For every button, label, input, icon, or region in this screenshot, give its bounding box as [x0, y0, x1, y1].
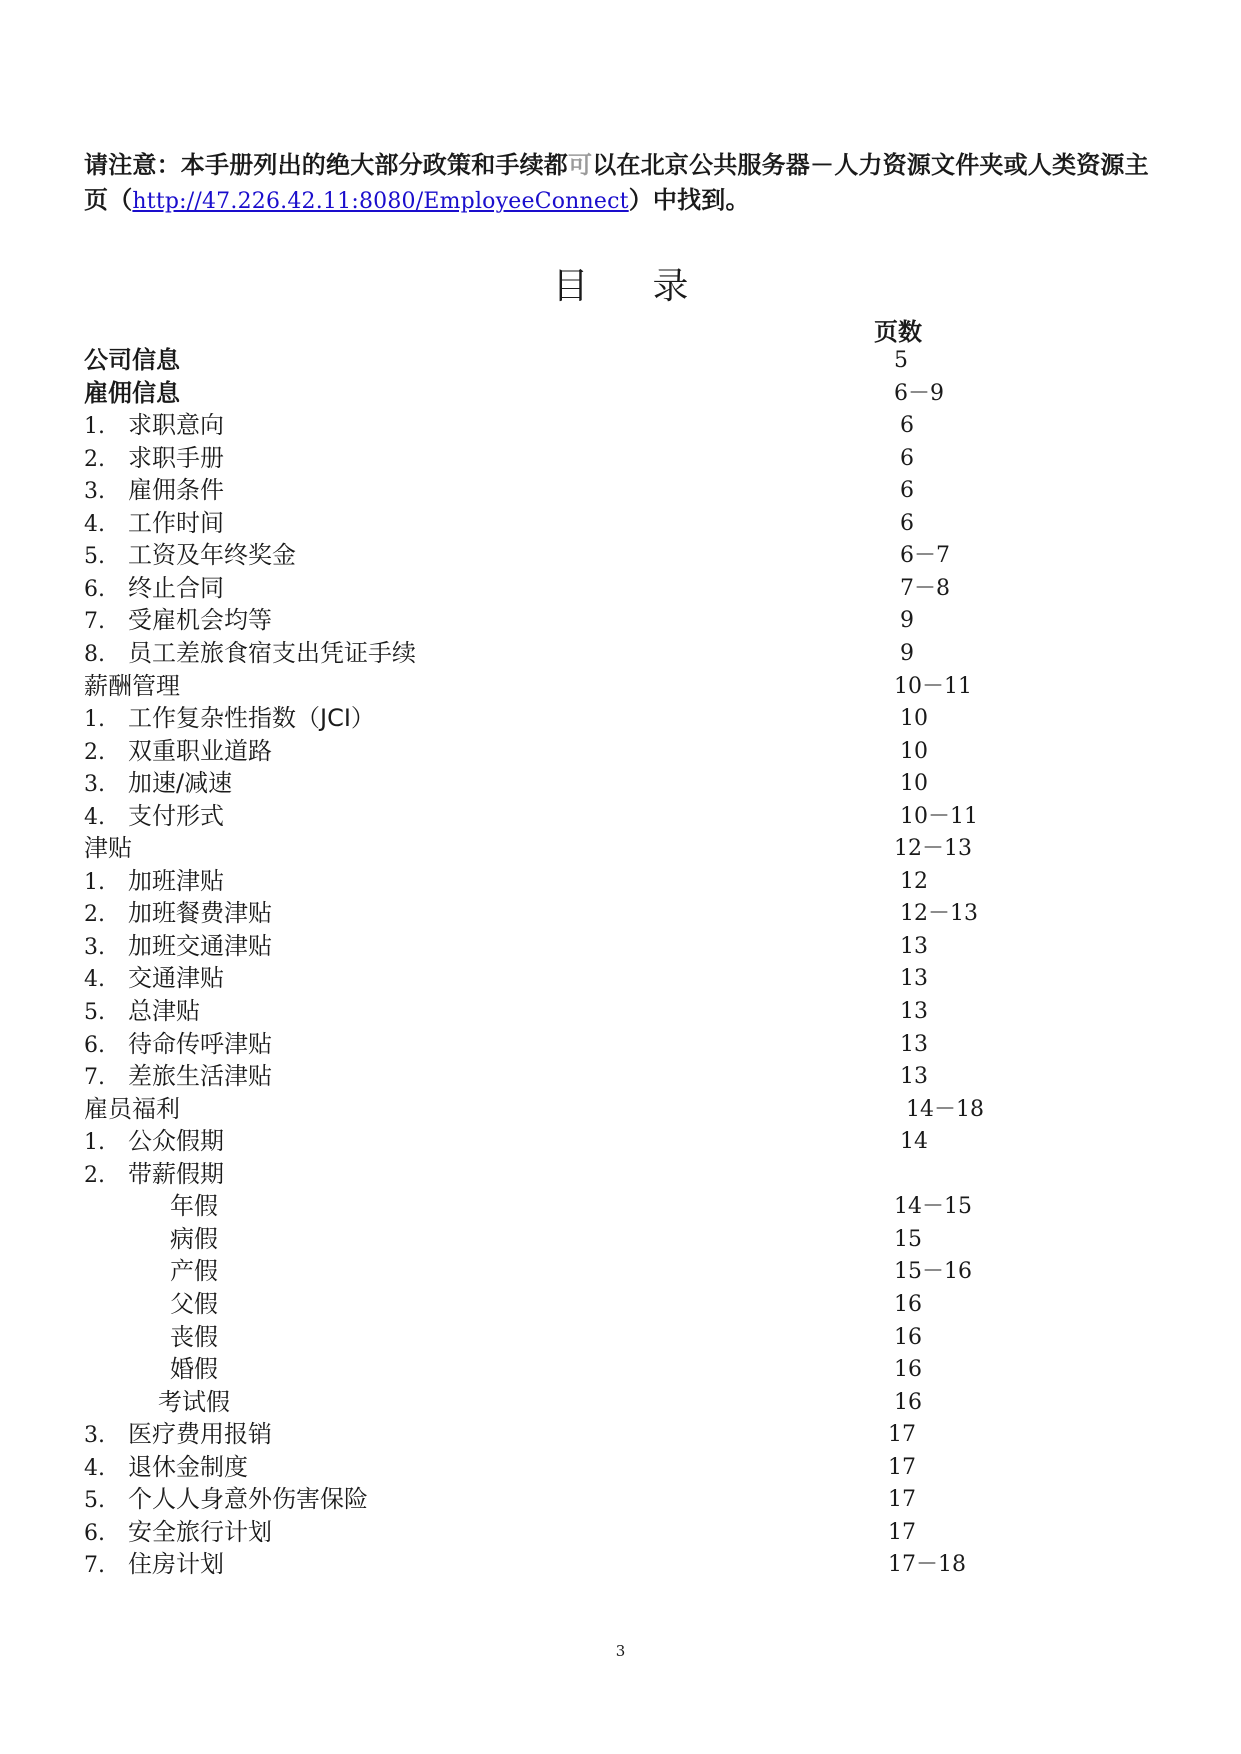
toc-row — [84, 1418, 1164, 1451]
toc-row — [84, 1255, 1164, 1288]
toc-row — [84, 1288, 1164, 1321]
toc-entry-label — [84, 442, 224, 476]
toc-entry-number: 1. — [84, 869, 105, 895]
toc-entry-number: 2. — [84, 1162, 105, 1188]
toc-entry-page: 14 — [900, 1129, 928, 1155]
toc-entry-number: 4. — [84, 511, 105, 537]
toc-entry-number: 5. — [84, 1000, 105, 1025]
toc-entry-text: 工资及年终奖金 — [128, 541, 296, 570]
toc-entry-page: 9 — [900, 608, 914, 634]
toc-entry-number: 7. — [84, 1065, 105, 1091]
toc-row — [84, 539, 1164, 572]
toc-entry-text: 父假 — [170, 1289, 218, 1318]
notice-text-3: ）中找到。 — [628, 186, 750, 214]
toc-entry-page: 17－18 — [888, 1552, 966, 1578]
toc-row — [84, 930, 1164, 963]
toc-entry-label — [84, 604, 272, 638]
toc-entry-label — [84, 735, 272, 769]
toc-entry-text: 求职手册 — [128, 443, 224, 472]
toc-row — [84, 1223, 1164, 1256]
toc-entry-label — [84, 344, 180, 377]
toc-entry-text: 支付形式 — [128, 801, 224, 830]
toc-entry-page: 13 — [900, 966, 928, 992]
toc-entry-number: 6. — [84, 1032, 105, 1058]
toc-entry-text: 工作时间 — [128, 508, 224, 537]
notice-text-2: 以在北京公共服务器－人力资源文件夹或人类资源主页（ — [84, 151, 1149, 214]
toc-entry-label — [84, 767, 232, 801]
toc-row — [84, 735, 1164, 768]
toc-row — [84, 344, 1164, 377]
toc-entry-label — [84, 1060, 272, 1094]
toc-row — [84, 962, 1164, 995]
toc-row — [84, 1386, 1164, 1419]
toc-entry-text: 雇佣条件 — [128, 476, 224, 505]
toc-entry-label — [170, 1321, 218, 1354]
toc-entry-label — [84, 995, 200, 1029]
toc-entry-label — [84, 702, 375, 736]
toc-entry-page: 17 — [888, 1422, 916, 1448]
toc-entry-text: 求职意向 — [128, 411, 224, 440]
toc-entry-number: 1. — [84, 414, 105, 440]
toc-entry-text: 雇佣信息 — [84, 378, 180, 407]
toc-entry-label — [158, 1386, 230, 1419]
toc-entry-page: 13 — [900, 999, 928, 1024]
toc-entry-number: 1. — [84, 1130, 105, 1156]
toc-entry-page: 14－18 — [906, 1096, 984, 1122]
toc-entry-text: 总津贴 — [128, 997, 200, 1025]
toc-entry-page: 10 — [900, 738, 928, 764]
toc-entry-number: 3. — [84, 772, 105, 798]
toc-entry-page: 16 — [894, 1389, 922, 1415]
toc-entry-label — [84, 1028, 272, 1062]
toc-entry-page: 6 — [900, 445, 914, 471]
toc-row — [84, 832, 1164, 865]
toc-row — [84, 702, 1164, 735]
toc-entry-page: 5 — [894, 348, 908, 373]
toc-row — [84, 897, 1164, 930]
toc-entry-page: 6 — [900, 478, 914, 504]
toc-entry-text: 工作复杂性指数（JCI） — [128, 704, 375, 733]
toc-entry-page: 12 — [900, 868, 928, 894]
toc-entry-text: 个人人身意外伤害保险 — [128, 1485, 368, 1514]
toc-entry-page: 10－11 — [900, 803, 978, 829]
toc-entry-text: 薪酬管理 — [84, 671, 180, 700]
toc-entry-number: 4. — [84, 1455, 105, 1481]
toc-entry-page: 6－9 — [894, 380, 944, 406]
toc-entry-number: 6. — [84, 1520, 105, 1546]
toc-entry-text: 公众假期 — [128, 1127, 224, 1156]
toc-entry-text: 加班餐费津贴 — [128, 899, 272, 928]
toc-entry-page: 16 — [894, 1324, 922, 1350]
toc-row — [84, 1060, 1164, 1093]
toc-row — [84, 1093, 1164, 1126]
toc-row — [84, 572, 1164, 605]
page-column-header: 页数 — [874, 318, 922, 346]
toc-entry-page: 6－7 — [900, 543, 950, 569]
toc-entry-label — [170, 1223, 218, 1256]
toc-entry-text: 产假 — [170, 1257, 218, 1286]
toc-entry-number: 6. — [84, 576, 105, 602]
toc-entry-number: 4. — [84, 967, 105, 993]
toc-entry-page: 16 — [894, 1291, 922, 1317]
toc-entry-label — [84, 670, 180, 703]
toc-entry-text: 婚假 — [170, 1355, 218, 1384]
toc-entry-text: 差旅生活津贴 — [128, 1062, 272, 1091]
toc-entry-text: 津贴 — [84, 834, 132, 863]
toc-row — [84, 637, 1164, 670]
toc-entry-page: 17 — [888, 1487, 916, 1513]
toc-entry-text: 安全旅行计划 — [128, 1517, 272, 1546]
toc-entry-number: 3. — [84, 934, 105, 960]
toc-entry-text: 加班交通津贴 — [128, 931, 272, 960]
toc-entry-text: 终止合同 — [128, 573, 224, 602]
notice-text-1: 请注意：本手册列出的绝大部分政策和手续都 — [84, 151, 568, 179]
toc-entry-number: 3. — [84, 1423, 105, 1449]
toc-entry-page: 13 — [900, 1031, 928, 1057]
toc-entry-page: 12－13 — [900, 901, 978, 927]
toc-entry-text: 病假 — [170, 1224, 218, 1253]
toc-entry-text: 雇员福利 — [84, 1094, 180, 1123]
toc-entry-label — [84, 572, 224, 606]
toc-entry-page: 13 — [900, 1064, 928, 1090]
toc-entry-label — [84, 1548, 224, 1582]
toc-entry-label — [84, 1158, 224, 1192]
toc-entry-label — [170, 1288, 218, 1321]
toc-row — [84, 474, 1164, 507]
toc-row — [84, 409, 1164, 442]
toc-entry-label — [84, 832, 132, 865]
toc-row — [84, 1158, 1164, 1191]
toc-entry-label — [84, 474, 224, 508]
toc-title: 目录 — [552, 266, 753, 307]
toc-entry-page: 15 — [894, 1226, 922, 1252]
notice-paragraph — [84, 148, 1164, 219]
toc-entry-label — [84, 1093, 180, 1126]
toc-row — [84, 1353, 1164, 1386]
toc-entry-page: 10 — [900, 706, 928, 732]
toc-entry-number: 5. — [84, 1488, 105, 1514]
employee-connect-link[interactable]: http://47.226.42.11:8080/EmployeeConnect — [132, 189, 629, 214]
toc-row — [84, 865, 1164, 898]
toc-entry-text: 考试假 — [158, 1387, 230, 1416]
toc-row — [84, 442, 1164, 475]
toc-entry-number: 2. — [84, 446, 105, 472]
toc-entry-label — [170, 1190, 218, 1223]
toc-entry-text: 受雇机会均等 — [128, 606, 272, 635]
toc-entry-text: 交通津贴 — [128, 964, 224, 993]
toc-entry-label — [84, 377, 180, 410]
toc-row — [84, 507, 1164, 540]
toc-entry-label — [84, 637, 416, 671]
toc-row — [84, 1451, 1164, 1484]
toc-entry-page: 10－11 — [894, 673, 972, 699]
toc-row — [84, 995, 1164, 1028]
toc-entry-number: 4. — [84, 804, 105, 830]
toc-row — [84, 800, 1164, 833]
toc-row — [84, 1548, 1164, 1581]
toc-entry-number: 3. — [84, 479, 105, 505]
toc-entry-number: 7. — [84, 1553, 105, 1579]
toc-entry-label — [84, 539, 296, 573]
toc-entry-text: 医疗费用报销 — [128, 1420, 272, 1449]
toc-entry-label — [84, 962, 224, 996]
toc-entry-label — [84, 1516, 272, 1550]
toc-entry-text: 员工差旅食宿支出凭证手续 — [128, 638, 416, 667]
toc-row — [84, 1483, 1164, 1516]
toc-entry-label — [84, 409, 224, 443]
toc-entry-label — [84, 897, 272, 931]
toc-entry-number: 8. — [84, 641, 105, 667]
toc-entry-label — [170, 1353, 218, 1386]
toc-entry-text: 待命传呼津贴 — [128, 1029, 272, 1058]
toc-entry-page: 17 — [888, 1519, 916, 1545]
toc-row — [84, 670, 1164, 703]
toc-row — [84, 377, 1164, 410]
notice-text-dim: 可 — [568, 151, 593, 179]
toc-entry-text: 加班津贴 — [128, 866, 224, 895]
toc-entry-label — [84, 1418, 272, 1452]
toc-entry-number: 2. — [84, 902, 105, 928]
toc-entry-text: 年假 — [170, 1192, 218, 1221]
toc-entry-number: 7. — [84, 609, 105, 635]
toc-entry-page: 13 — [900, 933, 928, 959]
toc-row — [84, 604, 1164, 637]
toc-entry-page: 16 — [894, 1357, 922, 1383]
toc-entry-page: 12－13 — [894, 836, 972, 862]
toc-entry-label — [84, 930, 272, 964]
toc-entry-label — [84, 1483, 368, 1517]
toc-entry-text: 公司信息 — [84, 346, 180, 374]
toc-entry-page: 15－16 — [894, 1259, 972, 1285]
toc-entry-label — [84, 1125, 224, 1159]
toc-entry-text: 双重职业道路 — [128, 736, 272, 765]
toc-row — [84, 1125, 1164, 1158]
toc-entry-page: 17 — [888, 1454, 916, 1480]
toc-entry-text: 加速/减速 — [128, 769, 233, 798]
toc-row — [84, 767, 1164, 800]
toc-entry-page: 10 — [900, 771, 928, 797]
toc-entry-text: 退休金制度 — [128, 1452, 248, 1481]
toc-entry-page: 14－15 — [894, 1194, 972, 1220]
toc-row — [84, 1190, 1164, 1223]
toc-entry-text: 丧假 — [170, 1322, 218, 1351]
toc-entry-label — [84, 507, 224, 541]
toc-entry-label — [84, 1451, 248, 1485]
toc-entry-text: 带薪假期 — [128, 1159, 224, 1188]
toc-entry-label — [84, 865, 224, 899]
toc-entry-text: 住房计划 — [128, 1550, 224, 1579]
toc-entry-page: 6 — [900, 413, 914, 439]
toc-entry-label — [170, 1255, 218, 1288]
toc-row — [84, 1516, 1164, 1549]
toc-entry-number: 2. — [84, 739, 105, 765]
toc-entry-number: 5. — [84, 544, 105, 570]
toc-entry-page: 7－8 — [900, 575, 950, 601]
toc-row — [84, 1321, 1164, 1354]
toc-entry-label — [84, 800, 224, 834]
footer-page-number: 3 — [615, 1642, 626, 1660]
toc-row — [84, 1028, 1164, 1061]
toc-entry-number: 1. — [84, 707, 105, 733]
toc-entry-page: 6 — [900, 510, 914, 536]
toc-entry-page: 9 — [900, 640, 914, 666]
